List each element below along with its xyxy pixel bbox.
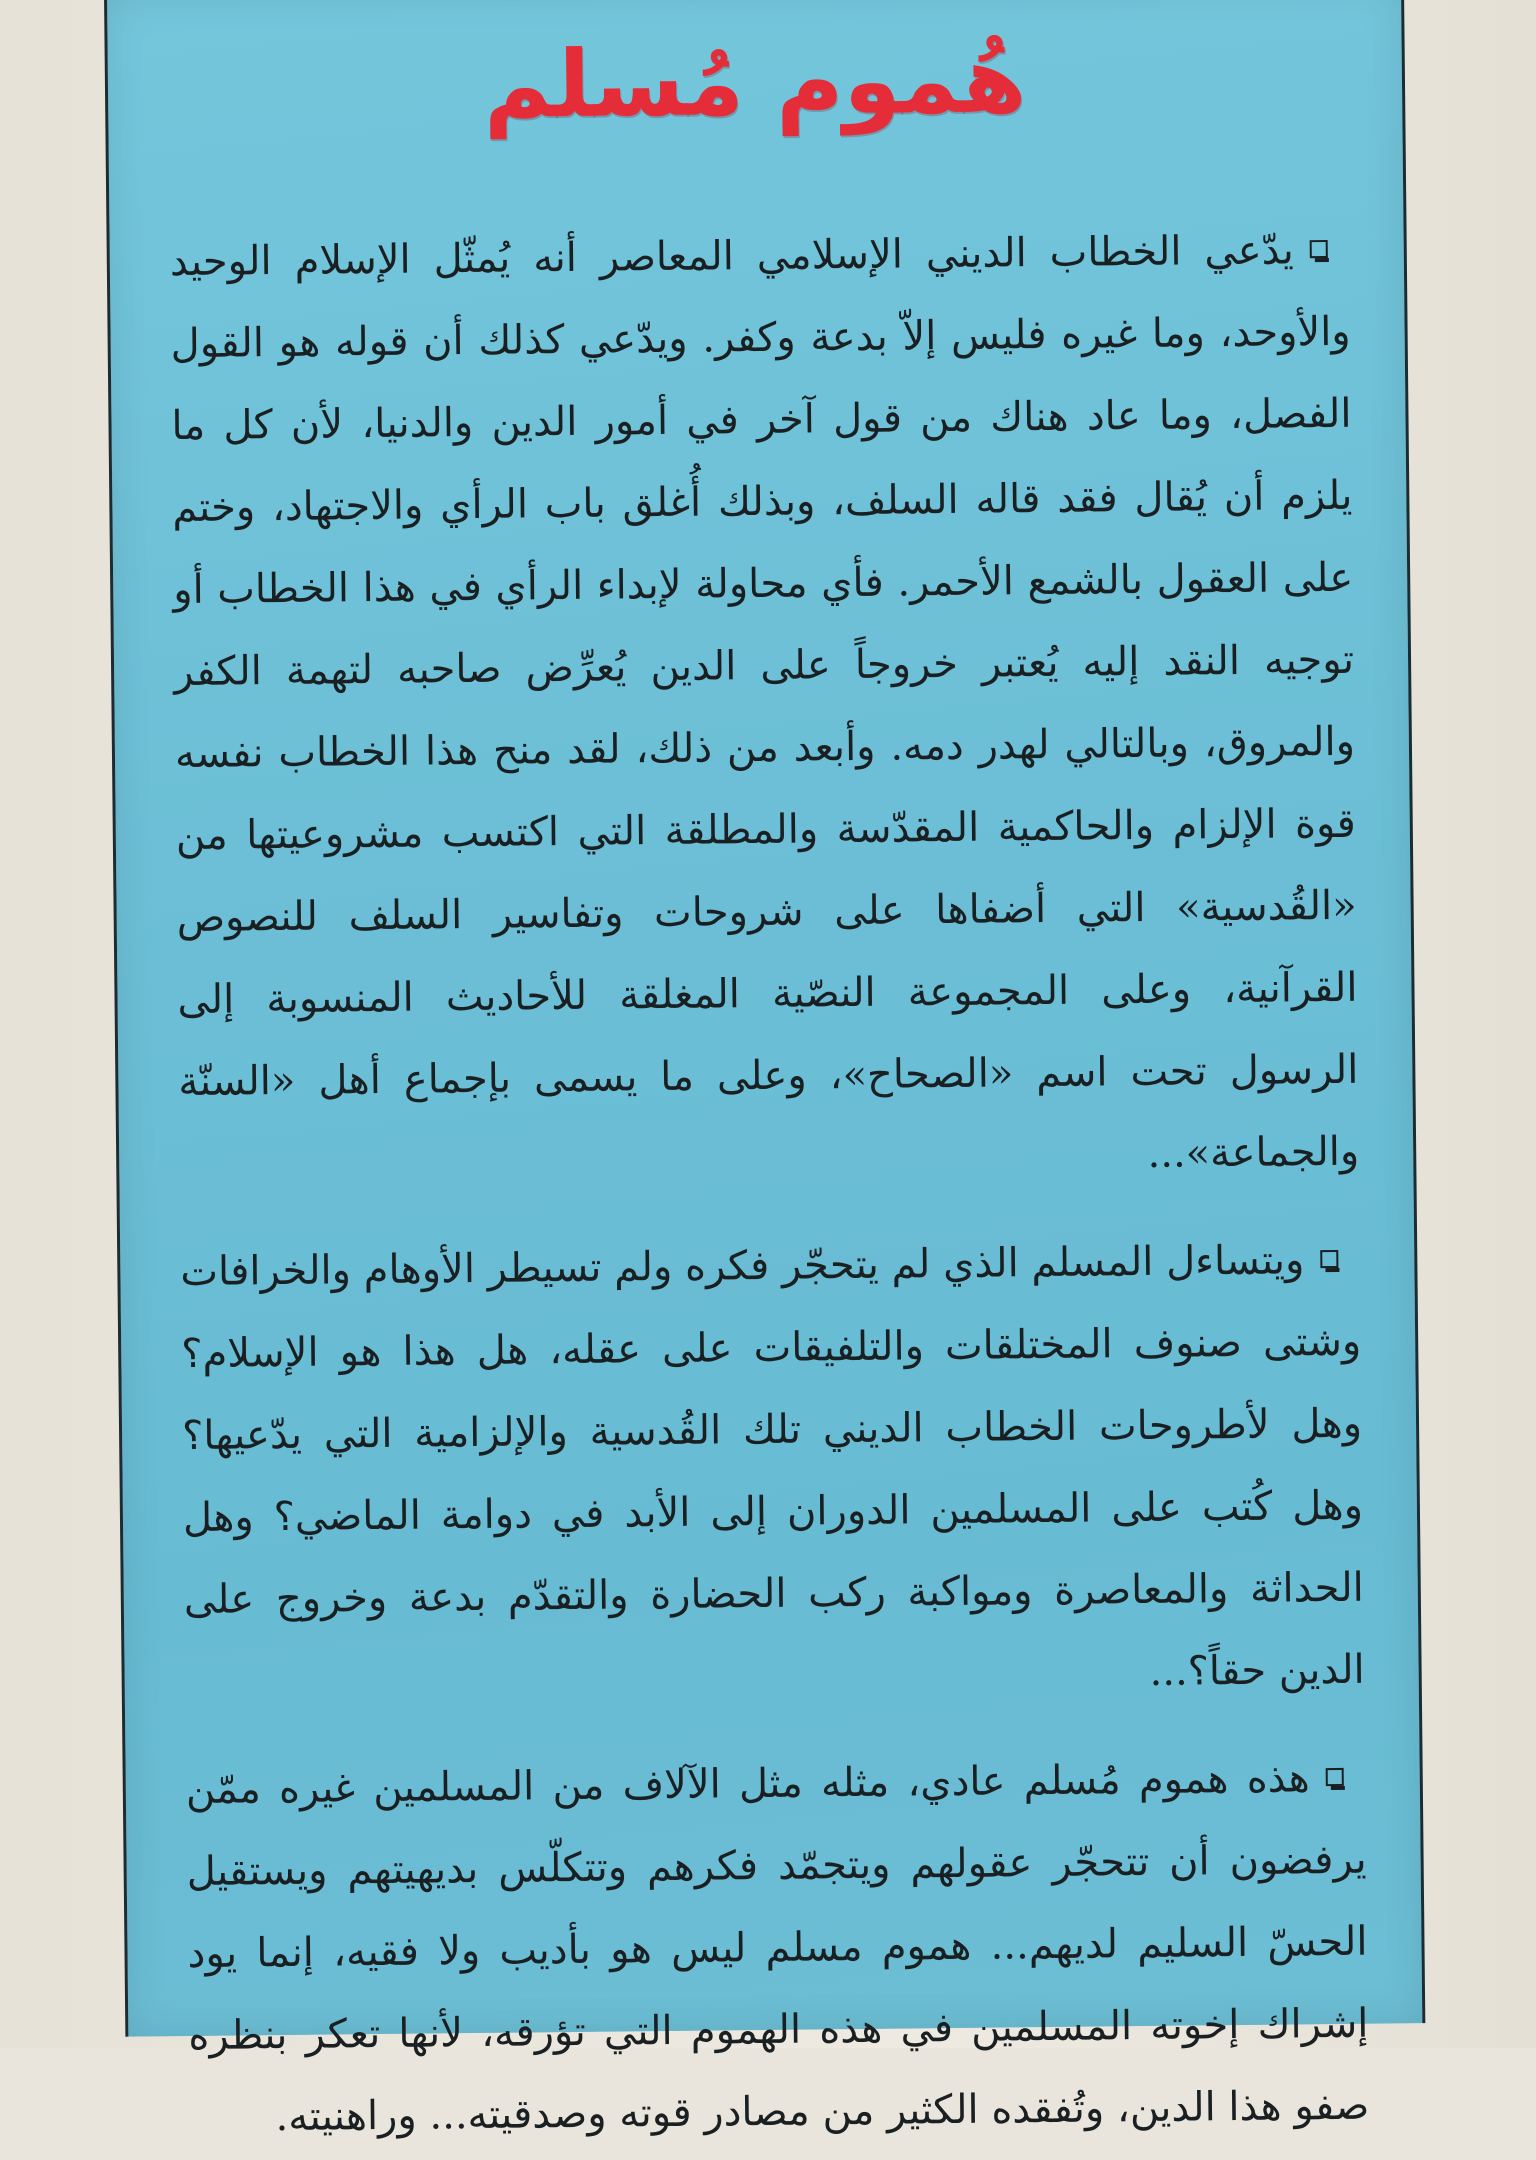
blurb-text [169,209,1369,2159]
book-title: هُموم مُسلم [482,26,1027,139]
paragraph-1 [169,209,1359,1205]
paragraph-2-text: ويتساءل المسلم الذي لم يتحجّر فكره ولم تسيطر الأوهام والخرافات وشتى صنوف المختلقات والتلفيقات على عقله، هل هذا هو الإسلام؟ وهل لأطروحات الخطاب الديني تلك القُدسية والإلزامية التي يدّعيها؟ وهل كُتب على المسلمين الدوران إلى الأبد في دوامة الماضي؟ وهل الحداثة والمعاصرة ومواكبة ركب الحضارة والتقدّم بدعة وخروج على الدين حقاً؟... [180,1237,1365,1695]
paragraph-2 [180,1219,1365,1723]
back-cover-panel [104,0,1425,2141]
paragraph-3 [185,1737,1369,2159]
square-bullet-icon [1320,1250,1338,1268]
paragraph-3-text: هذه هموم مُسلم عادي، مثله مثل الآلاف من المسلمين غيره ممّن يرفضون أن تتحجّر عقولهم ويتجمّد فكرهم وتتكلّس بديهيتهم ويستقيل الحسّ السليم لديهم... هموم مسلم ليس هو بأديب ولا فقيه، إنما يود إشراك إخوته المسلمين في هذه الهموم التي تؤرقه، لأنها تعكر بنظره صفو هذا الدين، وتُفقده الكثير من مصادر قوته وصدقيته... وراهنيته. [185,1755,1370,2141]
square-bullet-icon [1326,1768,1344,1786]
paragraph-1-text: يدّعي الخطاب الديني الإسلامي المعاصر أنه يُمثّل الإسلام الوحيد والأوحد، وما غيره فليس إلاّ بدعة وكفر. ويدّعي كذلك أن قوله هو القول الفصل، وما عاد هناك من قول آخر في أمور الدين والدنيا، لأن كل ما يلزم أن يُقال فقد قاله السلف، وبذلك أُغلق باب الرأي والاجتهاد، وختم على العقول بالشمع الأحمر. فأي محاولة لإبداء الرأي في هذا الخطاب أو توجيه النقد إليه يُعتبر خروجاً على الدين يُعرِّض صاحبه لتهمة الكفر والمروق، وبالتالي لهدر دمه. وأبعد من ذلك، لقد منح هذا الخطاب نفسه قوة الإلزام والحاكمية المقدّسة والمطلقة التي اكتسب مشروعيتها من «القُدسية» التي أضفاها على شروحات وتفاسير السلف للنصوص القرآنية، وعلى المجموعة النصّية المغلقة للأحاديث المنسوبة إلى الرسول تحت اسم «الصحاح»، وعلى ما يسمى بإجماع أهل «السنّة والجماعة»... [169,227,1360,1177]
square-bullet-icon [1310,240,1328,258]
